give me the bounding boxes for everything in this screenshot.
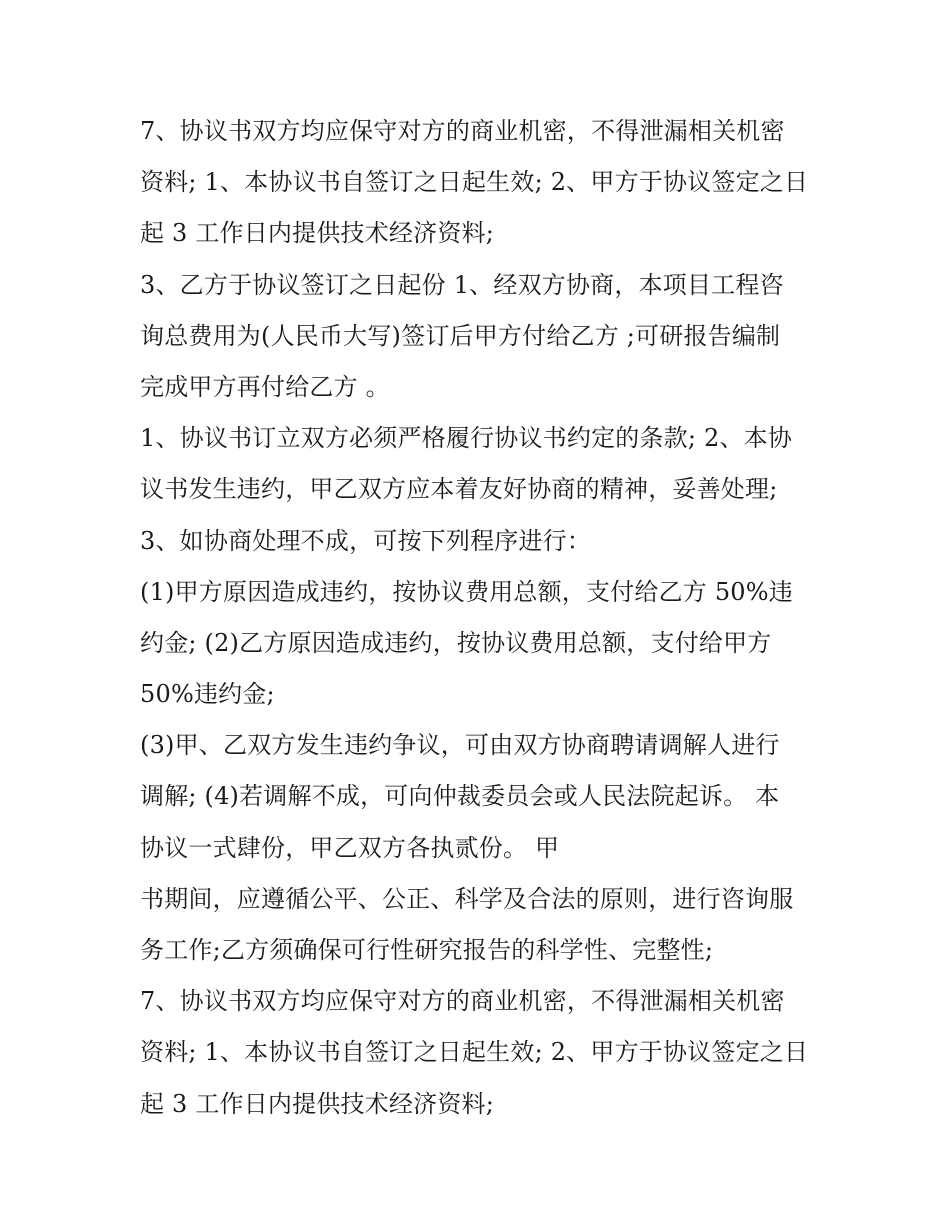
text-line: 50%违约金; [140, 680, 275, 709]
text-line: 协议一式肆份，甲乙双方各执贰份。 甲 [140, 833, 560, 862]
text-line: 议书发生违约，甲乙双方应本着友好协商的精神，妥善处理; [140, 475, 778, 504]
text-line: 起 3 工作日内提供技术经济资料; [140, 219, 495, 248]
text-line: 1、协议书订立双方必须严格履行协议书约定的条款; 2、本协 [140, 424, 793, 453]
text-line: 3、乙方于协议签订之日起份 1、经双方协商，本项目工程咨 [140, 270, 784, 299]
text-line: 7、协议书双方均应保守对方的商业机密，不得泄漏相关机密 [140, 987, 785, 1016]
text-line: 完成甲方再付给乙方 。 [140, 372, 390, 401]
text-line: 起 3 工作日内提供技术经济资料; [140, 1089, 495, 1118]
text-line: 资料; 1、本协议书自签订之日起生效; 2、甲方于协议签定之日 [140, 168, 809, 197]
text-line: (1)甲方原因造成违约，按协议费用总额，支付给乙方 50%违 [140, 577, 793, 606]
text-line: (3)甲、乙双方发生违约争议，可由双方协商聘请调解人进行 [140, 731, 780, 760]
text-line: 书期间，应遵循公平、公正、科学及合法的原则，进行咨询服 [140, 884, 794, 913]
document-body [140, 106, 830, 1130]
text-line: 询总费用为(人民币大写)签订后甲方付给乙方 ;可研报告编制 [140, 321, 781, 350]
text-line: 务工作;乙方须确保可行性研究报告的科学性、完整性; [140, 936, 714, 964]
text-line: 调解; (4)若调解不成，可向仲裁委员会或人民法院起诉。 本 [140, 782, 780, 811]
text-line: 资料; 1、本协议书自签订之日起生效; 2、甲方于协议签定之日 [140, 1038, 809, 1067]
text-line: 3、如协商处理不成，可按下列程序进行： [140, 526, 592, 555]
text-line: 约金; (2)乙方原因造成违约，按协议费用总额，支付给甲方 [140, 628, 772, 657]
text-line: 7、协议书双方均应保守对方的商业机密，不得泄漏相关机密 [140, 117, 785, 145]
